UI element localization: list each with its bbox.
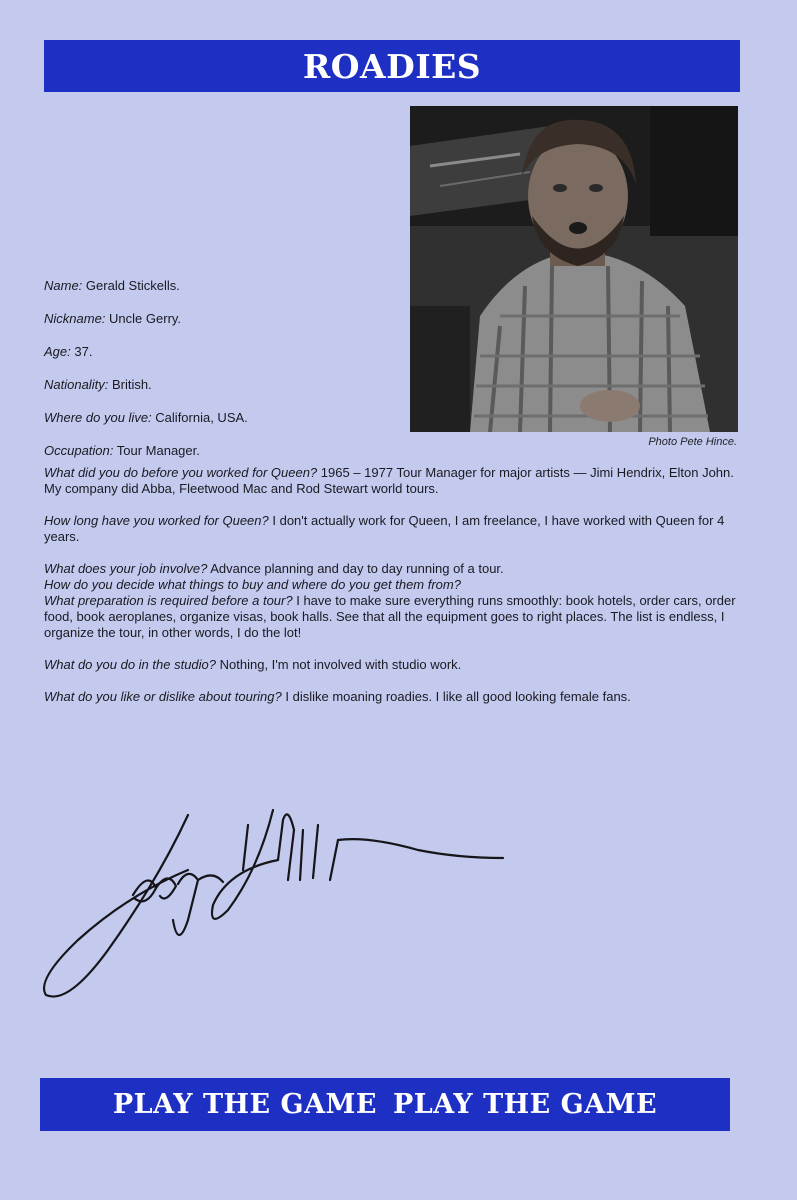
field-label: Occupation: <box>44 443 114 458</box>
profile-name <box>44 278 404 294</box>
profile-age <box>44 344 404 360</box>
profile-nickname <box>44 311 404 327</box>
answer: I don't actually work for Queen, I am freelance, I have worked with Queen for 4 years. <box>44 513 725 544</box>
question: How do you decide what things to buy and where do you get them from? <box>44 577 461 592</box>
field-value: British. <box>111 377 152 392</box>
question: What does your job involve? <box>44 561 208 576</box>
question: What did you do before you worked for Queen? <box>44 465 318 480</box>
portrait-photo <box>410 106 738 432</box>
answer: 1965 – 1977 Tour Manager for major artists — Jimi Hendrix, Elton John. My company did Abba, Fleetwood Mac and Rod Stewart world tours. <box>44 465 734 496</box>
profile-occupation <box>44 443 404 459</box>
field-value: California, USA. <box>155 410 248 425</box>
qa-item <box>44 577 740 593</box>
qa-item <box>44 689 740 705</box>
profile-nationality <box>44 377 404 393</box>
qa-item <box>44 593 740 641</box>
header-banner <box>44 40 740 92</box>
qa-item <box>44 561 740 577</box>
qa-item <box>44 513 740 545</box>
photo-credit: Photo Pete Hince. <box>648 436 737 448</box>
answer: Advance planning and day to day running of a tour. <box>210 561 504 576</box>
qa-item <box>44 465 740 497</box>
field-value: Tour Manager. <box>116 443 200 458</box>
question: What do you do in the studio? <box>44 657 217 672</box>
page-title: ROADIES <box>302 46 482 86</box>
field-label: Nationality: <box>44 377 109 392</box>
portrait-image <box>410 106 738 432</box>
field-label: Name: <box>44 278 83 293</box>
field-value: Gerald Stickells. <box>85 278 180 293</box>
footer-banner <box>40 1078 730 1131</box>
interview-section <box>44 465 740 721</box>
footer-slogan-right: PLAY THE GAME <box>393 1089 658 1120</box>
profile-fields <box>44 278 404 476</box>
footer-slogan-left: PLAY THE GAME <box>112 1089 377 1120</box>
question: What preparation is required before a tour? <box>44 593 293 608</box>
answer: Nothing, I'm not involved with studio work. <box>219 657 462 672</box>
field-label: Nickname: <box>44 311 106 326</box>
profile-residence <box>44 410 404 426</box>
field-label: Where do you live: <box>44 410 152 425</box>
signature-image <box>38 800 518 1010</box>
question: How long have you worked for Queen? <box>44 513 269 528</box>
answer: I have to make sure everything runs smoothly: book hotels, order cars, order food, book aeroplanes, organize visas, book halls. See that all the equipment goes to right places. The list is endless, I organize the tour, in other words, I do the lot! <box>44 593 736 640</box>
answer: I dislike moaning roadies. I like all good looking female fans. <box>285 689 631 704</box>
question: What do you like or dislike about touring? <box>44 689 282 704</box>
field-value: Uncle Gerry. <box>109 311 182 326</box>
field-value: 37. <box>74 344 93 359</box>
qa-item <box>44 657 740 673</box>
field-label: Age: <box>44 344 71 359</box>
